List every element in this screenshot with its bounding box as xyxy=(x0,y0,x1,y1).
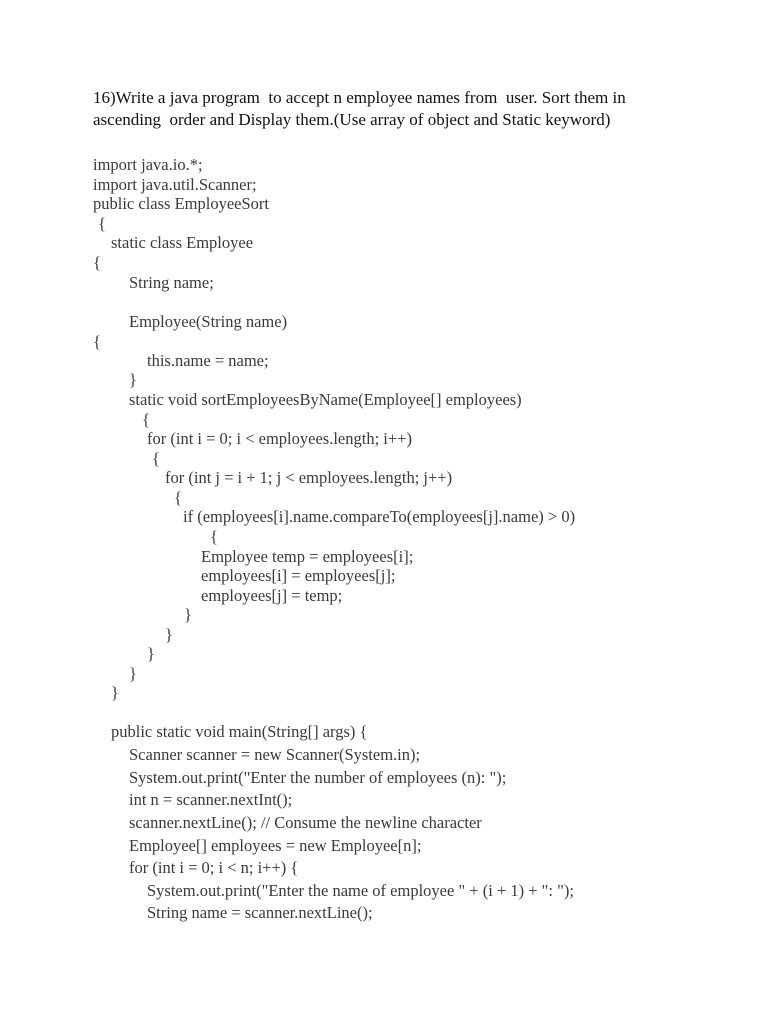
code-line: } xyxy=(147,644,155,663)
code-line: { xyxy=(152,449,160,468)
code-line: employees[i] = employees[j]; xyxy=(201,566,396,585)
code-line: if (employees[i].name.compareTo(employees[j].name) > 0) xyxy=(183,507,576,526)
code-line: String name; xyxy=(129,273,214,292)
code-line: { xyxy=(93,332,101,351)
code-line: { xyxy=(142,410,150,429)
code-line: } xyxy=(129,370,137,389)
code-line: static void sortEmployeesByName(Employee[] employees) xyxy=(129,390,522,409)
code-line: import java.io.*; xyxy=(93,155,203,174)
code-line: System.out.print("Enter the name of employee " + (i + 1) + ": "); xyxy=(147,881,574,900)
code-line: import java.util.Scanner; xyxy=(93,175,257,194)
code-line: employees[j] = temp; xyxy=(201,586,343,605)
code-line: } xyxy=(165,625,173,644)
code-line: for (int i = 0; i < employees.length; i++) xyxy=(147,429,412,448)
code-line: Employee(String name) xyxy=(129,312,288,331)
code-line: static class Employee xyxy=(111,233,254,252)
code-line: scanner.nextLine(); // Consume the newline character xyxy=(129,813,482,832)
code-line: { xyxy=(93,253,101,272)
code-line: this.name = name; xyxy=(147,351,269,370)
code-line: Employee temp = employees[i]; xyxy=(201,547,414,566)
code-line: for (int i = 0; i < n; i++) { xyxy=(129,858,299,877)
code-line: { xyxy=(174,488,182,507)
code-line: { xyxy=(210,527,218,546)
code-line: Employee[] employees = new Employee[n]; xyxy=(129,836,422,855)
question-line-1: 16)Write a java program to accept n employee names from user. Sort them in xyxy=(93,88,626,107)
code-line: System.out.print("Enter the number of employees (n): "); xyxy=(129,768,507,787)
code-line: Scanner scanner = new Scanner(System.in); xyxy=(129,745,421,764)
code-line: int n = scanner.nextInt(); xyxy=(129,790,293,809)
code-line: public static void main(String[] args) { xyxy=(111,722,368,741)
code-line: { xyxy=(98,214,106,233)
code-line: } xyxy=(129,664,137,683)
code-line: String name = scanner.nextLine(); xyxy=(147,903,373,922)
code-line: public class EmployeeSort xyxy=(93,194,269,213)
code-line: } xyxy=(184,605,192,624)
code-line: for (int j = i + 1; j < employees.length; j++) xyxy=(165,468,453,487)
question-line-2: ascending order and Display them.(Use array of object and Static keyword) xyxy=(93,110,611,129)
code-line: } xyxy=(111,683,119,702)
